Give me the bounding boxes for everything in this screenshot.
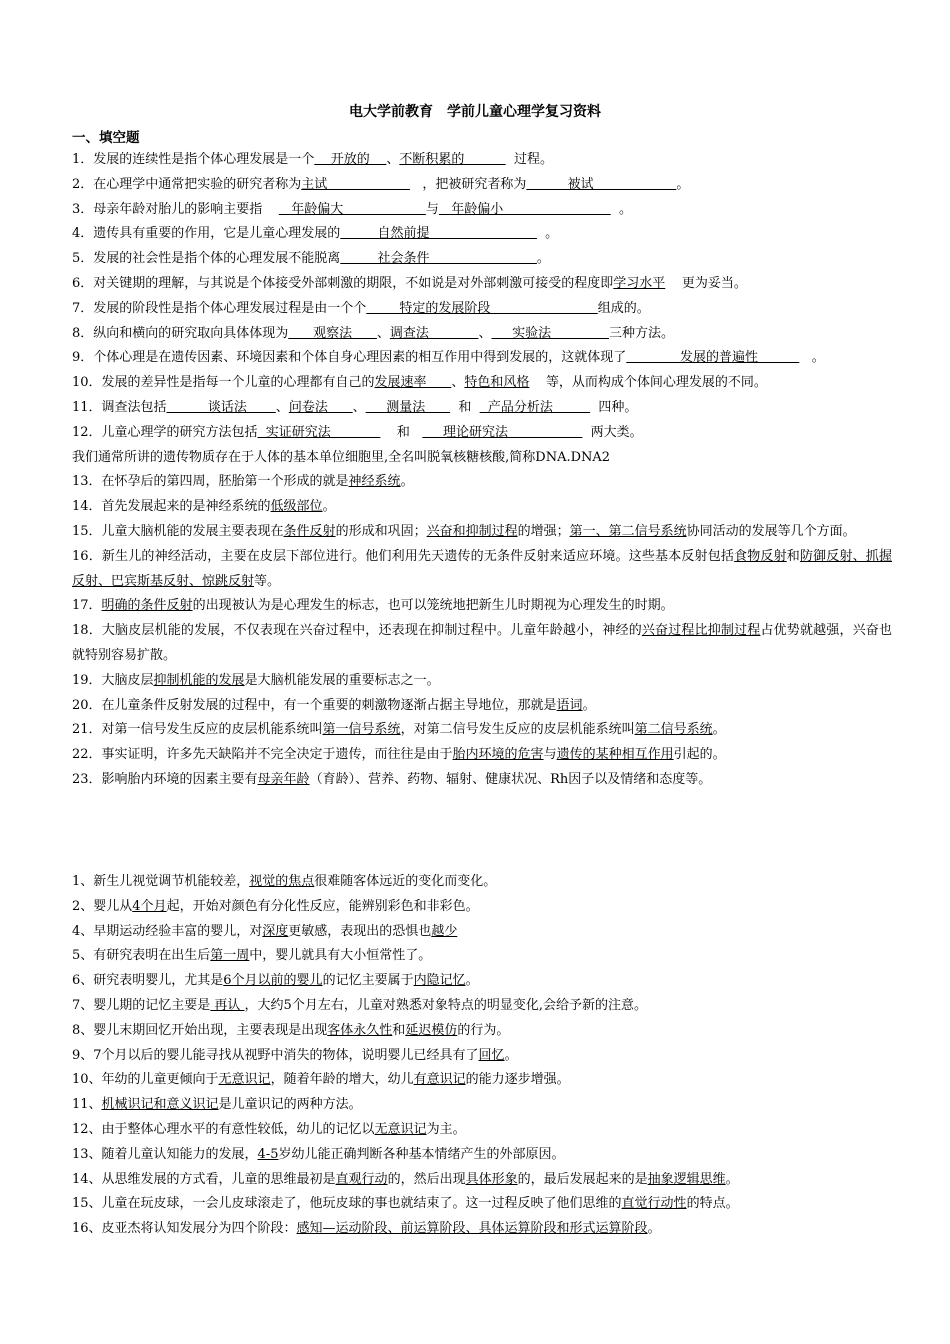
answer-blank: 4个月 [132, 898, 167, 914]
question-item [72, 1118, 892, 1143]
answer-blank: 深度 [262, 923, 289, 939]
question-item [72, 396, 892, 421]
question-item [72, 198, 892, 223]
answer-blank: 4-5 [257, 1146, 279, 1162]
question-item [72, 322, 892, 347]
question-text: 的特点。 [686, 1196, 739, 1212]
answer-blank: 具体形象 [465, 1171, 518, 1187]
question-text: 2、婴儿从 [72, 898, 133, 914]
question-text: 更为妥当。 [665, 275, 747, 291]
answer-blank: 有意识记 [413, 1072, 466, 1088]
question-text: 三种方法。 [609, 325, 675, 341]
question-text: 、 [376, 325, 390, 341]
answer-blank: 无意识记 [374, 1121, 427, 1137]
question-text: 11．调查法包括 [72, 399, 167, 415]
question-item [72, 969, 892, 994]
question-text: ，对第二信号发生反应的皮层机能系统叫 [400, 722, 635, 738]
answer-blank: 抽象逻辑思维 [647, 1171, 726, 1187]
question-item [72, 870, 892, 895]
answer-blank: 延迟模仿 [405, 1022, 458, 1038]
question-text: 很难随客体远近的变化而变化。 [314, 874, 497, 889]
question-text: 更敏感，表现出的恐惧也 [288, 923, 432, 939]
answer-blank: 实证研究法 [257, 424, 381, 440]
question-item [72, 1019, 892, 1044]
question-text: 2．在心理学中通常把实验的研究者称为 [72, 176, 302, 192]
answer-blank: 第一、第二信号系统 [569, 523, 687, 539]
question-text: 中，婴儿就具有大小恒常性了。 [249, 948, 432, 964]
question-text: 的记忆主要属于 [322, 973, 414, 989]
question-text: 13．在怀孕后的第四周，胚胎第一个形成的就是 [72, 474, 349, 490]
answer-blank: 神经系统 [348, 474, 401, 490]
question-text: 9．个体心理是在遗传因素、环境因素和个体自身心理因素的相互作用中得到发展的，这就体现了 [72, 350, 627, 366]
question-text: 占优势就越强，兴奋也就特别容易扩散。 [72, 623, 892, 663]
answer-blank: 无意识记 [218, 1072, 271, 1088]
question-item [72, 694, 892, 719]
question-item [72, 545, 892, 595]
question-text: 15、儿童在玩皮球，一会儿皮球滚走了，他玩皮球的事也就结束了。这一过程反映了他们思维的 [72, 1196, 622, 1212]
answer-blank: 防御反射、抓握反射、巴宾斯基反射、惊跳反射 [72, 548, 892, 589]
document-title: 电大学前教育 学前儿童心理学复习资料 [349, 104, 601, 120]
question-text: 的出现被认为是心理发生的标志，也可以笼统地把新生儿时期视为心理发生的时期。 [192, 598, 674, 614]
question-text: 两大类。 [582, 424, 643, 440]
answer-blank: 再认 [210, 997, 245, 1013]
question-item [72, 594, 892, 619]
answer-blank: 抑制机能的发展 [153, 672, 245, 688]
question-text: 过程。 [505, 152, 553, 167]
question-text: 15．儿童大脑机能的发展主要表现在 [72, 523, 284, 539]
question-text: （育龄）、营养、药物、辐射、健康状况、Rh因子以及情绪和态度等。 [309, 771, 712, 787]
question-text: 等，从而构成个体间心理发展的不同。 [529, 375, 767, 391]
answer-blank: 被试 [526, 176, 677, 192]
answer-blank: 年龄偏小 [438, 201, 611, 217]
answer-blank: 观察法 [288, 325, 377, 341]
question-item [72, 148, 892, 173]
question-text: 的，然后出现 [387, 1171, 466, 1187]
question-text: 8．纵向和横向的研究取向具体体现为 [72, 325, 289, 341]
question-text: 、 [275, 399, 289, 415]
answer-blank: 理论研究法 [422, 424, 583, 440]
answer-blank: 直觉行动性 [621, 1196, 687, 1212]
question-text: 6．对关键期的理解，与其说是个体接受外部刺激的期限，不如说是对外部刺激可接受的程度即 [72, 275, 614, 291]
question-text: 的行为。 [457, 1022, 510, 1038]
question-text: 10、年幼的儿童更倾向于 [72, 1072, 219, 1088]
question-text: 和 [392, 1022, 406, 1038]
question-text: 是大脑机能发展的重要标志之一。 [244, 672, 440, 688]
answer-blank: 调查法 [389, 325, 479, 341]
question-text: ，大约5个月左右，儿童对熟悉对象特点的明显变化,会给予新的注意。 [244, 997, 647, 1013]
answer-blank: 视觉的焦点 [249, 874, 315, 889]
question-text: 。 [610, 201, 632, 217]
question-text: 3．母亲年龄对胎儿的影响主要指 [72, 201, 279, 217]
answer-blank: 测量法 [365, 399, 451, 415]
question-item [72, 222, 892, 247]
question-item [72, 421, 892, 446]
question-text: 与 [425, 201, 439, 217]
question-text: 、 [352, 399, 366, 415]
question-text: 组成的。 [597, 300, 650, 316]
question-text: 岁幼儿能正确判断各种基本情绪产生的外部原因。 [278, 1146, 565, 1162]
question-text: ，随着年龄的增大，幼儿 [270, 1072, 414, 1088]
answer-blank: 明确的条件反射 [101, 598, 193, 614]
question-item [72, 173, 892, 198]
answer-blank: 第二信号系统 [634, 722, 713, 738]
answer-blank: 机械识记和意义识记 [101, 1097, 219, 1113]
answer-blank: 感知—运动阶段、前运算阶段、具体运算阶段和形式运算阶段 [296, 1221, 648, 1237]
question-text: 4．遗传具有重要的作用，它是儿童心理发展的 [72, 226, 341, 242]
question-text: 8、婴儿末期回忆开始出现，主要表现是出现 [72, 1022, 328, 1038]
question-item [72, 1168, 892, 1193]
answer-blank: 社会条件 [340, 251, 537, 267]
question-item [72, 768, 892, 793]
question-text: 4、早期运动经验丰富的婴儿，对 [72, 923, 263, 939]
answer-blank: 母亲年龄 [257, 771, 310, 787]
question-text: 5．发展的社会性是指个体的心理发展不能脱离 [72, 251, 341, 267]
question-text: 的形成和巩固； [335, 523, 427, 539]
question-text: 。 [676, 176, 690, 192]
question-text: 7．发展的阶段性是指个体心理发展过程是由一个个 [72, 300, 367, 316]
answer-blank: 条件反射 [283, 523, 336, 539]
question-text: 14、从思维发展的方式看，儿童的思维最初是 [72, 1171, 336, 1187]
question-item [72, 1068, 892, 1093]
answer-blank: 特色和风格 [464, 375, 530, 391]
question-text: 14．首先发展起来的是神经系统的 [72, 499, 271, 515]
question-text: 和 [786, 548, 800, 564]
question-text: 。 [712, 722, 726, 738]
question-text: 10．发展的差异性是指每一个儿童的心理都有自己的 [72, 375, 375, 391]
question-item [72, 920, 892, 945]
question-text: 16、皮亚杰将认知发展分为四个阶段： [72, 1221, 297, 1237]
question-text: 。 [536, 251, 550, 267]
answer-blank: 遗传的某种相互作用 [556, 747, 674, 763]
question-item [72, 470, 892, 495]
question-text: 23．影响胎内环境的因素主要有 [72, 771, 258, 787]
question-item [72, 895, 892, 920]
answer-blank: 6个月以前的婴儿 [223, 973, 323, 989]
question-text: 。 [799, 350, 825, 366]
question-text: 协同活动的发展等几个方面。 [686, 523, 856, 539]
question-item [72, 718, 892, 743]
question-text: 13、随着儿童认知能力的发展， [72, 1146, 258, 1162]
question-text: 18．大脑皮层机能的发展，不仅表现在兴奋过程中，还表现在抑制过程中。儿童年龄越小，神经的 [72, 623, 642, 639]
question-item [72, 272, 892, 297]
answer-blank: 发展速率 [374, 375, 452, 391]
answer-blank: 内隐记忆 [413, 973, 466, 989]
question-item [72, 1217, 892, 1242]
question-text: 22．事实证明，许多先天缺陷并不完全决定于遗传，而往往是由于 [72, 747, 453, 763]
question-text: 19．大脑皮层 [72, 672, 154, 688]
answer-blank: 第一信号系统 [322, 722, 401, 738]
question-item [72, 495, 892, 520]
question-text: 1、新生儿视觉调节机能较差， [72, 874, 250, 889]
question-item [72, 446, 892, 471]
question-text: 是儿童识记的两种方法。 [218, 1097, 362, 1113]
question-text: 、 [386, 152, 400, 167]
question-item [72, 247, 892, 272]
question-text: 、 [451, 375, 465, 391]
answer-blank: 不断积累的 [399, 152, 506, 167]
answer-blank: 胎内环境的危害 [452, 747, 544, 763]
question-item [72, 297, 892, 322]
question-item [72, 371, 892, 396]
question-text: 5、有研究表明在出生后 [72, 948, 211, 964]
answer-blank: 开放的 [314, 152, 387, 167]
question-text: 我们通常所讲的遗传物质存在于人体的基本单位细胞里,全名叫脱氧核糖核酸,简称DNA.DNA2 [72, 449, 611, 465]
answer-blank: 回忆 [478, 1047, 505, 1063]
question-text: 1．发展的连续性是指个体心理发展是一个 [72, 152, 315, 167]
question-item [72, 1143, 892, 1168]
answer-blank: 第一周 [210, 948, 250, 964]
question-text: 。 [582, 697, 596, 713]
question-text: 为主。 [426, 1121, 466, 1137]
answer-blank: 发展的普遍性 [626, 350, 800, 366]
question-text: 的能力逐步增强。 [465, 1072, 570, 1088]
question-text: 。 [504, 1047, 518, 1063]
question-text: 引起的。 [673, 747, 726, 763]
question-text: 四种。 [590, 399, 638, 415]
answer-blank: 年龄偏大 [278, 201, 426, 217]
question-text: 和 [380, 424, 423, 440]
section-heading-fill-in: 一、填空题 [72, 130, 140, 146]
question-text: 12、由于整体心理水平的有意性较低，幼儿的记忆以 [72, 1121, 375, 1137]
question-text: 11、 [72, 1097, 102, 1113]
answer-blank: 实验法 [491, 325, 610, 341]
answer-blank: 特定的发展阶段 [366, 300, 598, 316]
answer-blank: 兴奋过程比抑制过程 [641, 623, 761, 639]
answer-blank: 兴奋和抑制过程 [426, 523, 518, 539]
question-text: 。 [647, 1221, 661, 1237]
question-text: 12．儿童心理学的研究方法包括 [72, 424, 258, 440]
answer-blank: 自然前提 [340, 226, 537, 242]
question-text: 17． [72, 598, 102, 614]
question-list-part2 [72, 870, 892, 1242]
question-text: 。 [465, 973, 479, 989]
question-text: ，把被研究者称为 [409, 176, 527, 192]
question-list-part1 [72, 148, 892, 793]
answer-blank: 直观行动 [335, 1171, 388, 1187]
question-item [72, 994, 892, 1019]
question-text: 与 [543, 747, 557, 763]
question-item [72, 1093, 892, 1118]
question-text: 20．在儿童条件反射发展的过程中，有一个重要的刺激物逐渐占据主导地位，那就是 [72, 697, 557, 713]
question-item [72, 743, 892, 768]
answer-blank: 学习水平 [613, 275, 666, 291]
question-text: 的增强； [517, 523, 570, 539]
answer-blank: 客体永久性 [327, 1022, 393, 1038]
question-item [72, 520, 892, 545]
question-text: 6、研究表明婴儿，尤其是 [72, 973, 224, 989]
question-item [72, 944, 892, 969]
question-text: 。 [322, 499, 336, 515]
answer-blank: 语词 [556, 697, 583, 713]
question-text: 9、7个月以后的婴儿能寻找从视野中消失的物体，说明婴儿已经具有了 [72, 1047, 479, 1063]
answer-blank: 谈话法 [166, 399, 276, 415]
question-text: 16．新生儿的神经活动，主要在皮层下部位进行。他们利用先天遗传的无条件反射来适应环境。这些基本反射包括 [72, 548, 735, 564]
question-item [72, 619, 892, 669]
question-item [72, 1044, 892, 1069]
question-text: 和 [450, 399, 480, 415]
answer-blank: 食物反射 [734, 548, 787, 564]
question-text: 。 [536, 226, 559, 242]
answer-blank: 产品分析法 [479, 399, 591, 415]
question-text: 起，开始对颜色有分化性反应，能辨别彩色和非彩色。 [166, 898, 479, 914]
question-text: 、 [478, 325, 492, 341]
question-text: 。 [725, 1171, 739, 1187]
question-text: 7、婴儿期的记忆主要是 [72, 997, 211, 1013]
question-item [72, 1192, 892, 1217]
answer-blank: 越少 [431, 923, 458, 939]
question-text: 21．对第一信号发生反应的皮层机能系统叫 [72, 722, 323, 738]
answer-blank: 问卷法 [288, 399, 353, 415]
question-text: 。 [400, 474, 414, 490]
question-item [72, 346, 892, 371]
answer-blank: 低级部位 [270, 499, 323, 515]
question-text: 的，最后发展起来的是 [517, 1171, 648, 1187]
question-text: 等。 [254, 573, 281, 589]
question-item [72, 669, 892, 694]
answer-blank: 主试 [301, 176, 410, 192]
